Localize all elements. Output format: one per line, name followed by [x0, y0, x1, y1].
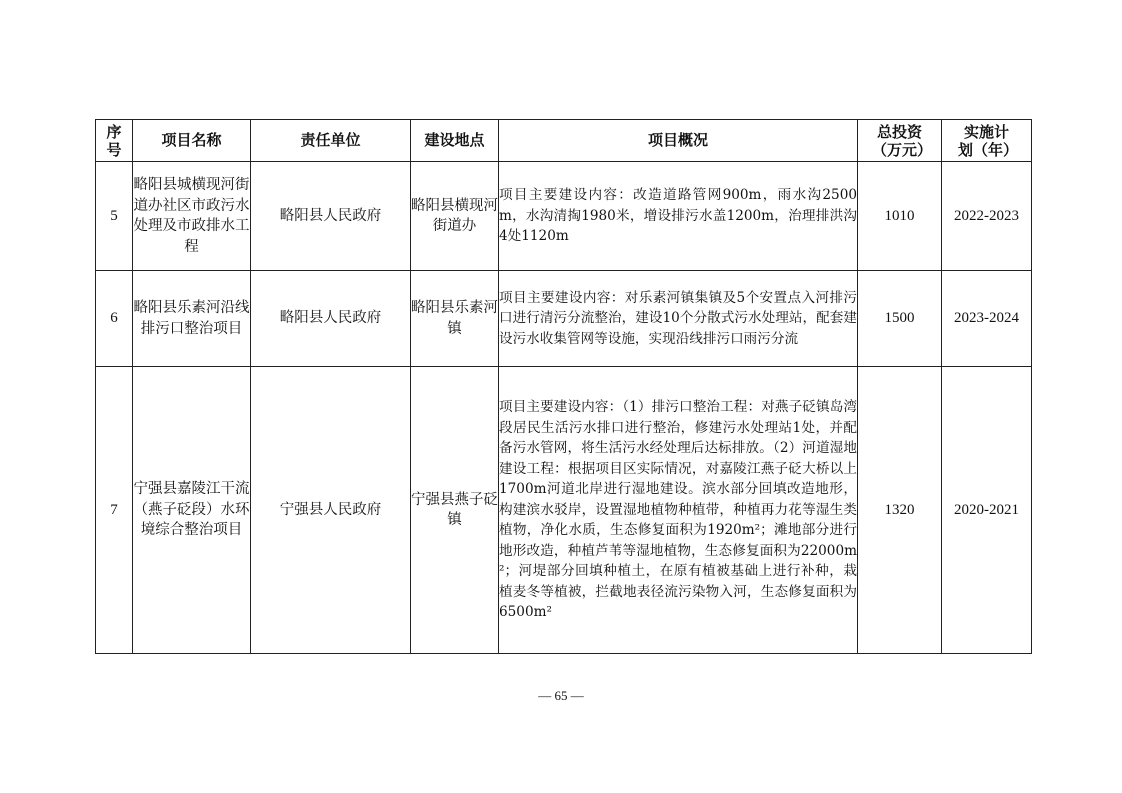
- row-overview-cell: [499, 367, 858, 654]
- row-seq: 5: [96, 162, 133, 271]
- header-location: 建设地点: [411, 120, 499, 162]
- table-header-row: [96, 120, 1032, 162]
- row-overview-cell: [499, 271, 858, 367]
- row-plan: 2023-2024: [942, 271, 1032, 367]
- row-responsible-unit: 宁强县人民政府: [251, 367, 411, 654]
- row-plan: 2022-2023: [942, 162, 1032, 271]
- header-name: 项目名称: [133, 120, 251, 162]
- project-table: [95, 119, 1032, 654]
- header-investment: 总投资（万元）: [858, 120, 942, 162]
- row-investment: 1500: [858, 271, 942, 367]
- row-location: 略阳县横现河街道办: [411, 162, 499, 271]
- page-number: — 65 —: [538, 688, 584, 703]
- row-responsible-unit: 略阳县人民政府: [251, 162, 411, 271]
- row-overview: 项目主要建设内容：对乐素河镇集镇及5个安置点入河排污口进行清污分流整治，建设10个分散式污水处理站，配套建设污水收集管网等设施，实现沿线排污口雨污分流: [499, 289, 857, 347]
- row-project-name: 宁强县嘉陵江干流（燕子砭段）水环境综合整治项目: [133, 367, 251, 654]
- row-plan: 2020-2021: [942, 367, 1032, 654]
- row-overview-cell: [499, 162, 858, 271]
- row-project-name: 略阳县城横现河街道办社区市政污水处理及市政排水工程: [133, 162, 251, 271]
- header-unit: 责任单位: [251, 120, 411, 162]
- table-row: [96, 367, 1032, 654]
- row-overview: 项目主要建设内容：改造道路管网900m，雨水沟2500m，水沟清掏1980米，增设排污水盖1200m，治理排洪沟4处1120m: [499, 187, 857, 245]
- table-row: [96, 162, 1032, 271]
- header-plan: 实施计划（年）: [942, 120, 1032, 162]
- row-investment: 1010: [858, 162, 942, 271]
- row-overview: 项目主要建设内容：（1）排污口整治工程：对燕子砭镇岛湾段居民生活污水排口进行整治，修建污水处理站1处，并配备污水管网，将生活污水经处理后达标排放。（2）河道湿地建设工程：根据项目区实际情况，对嘉陵江燕子砭大桥以上1700m河道北岸进行湿地建设。滨水部分回填改造地形，构建滨水驳岸，设置湿地植物种植带，种植再力花等湿生类植物，净化水质，生态修复面积为1920m²；滩地部分进行地形改造，种植芦苇等湿地植物，生态修复面积为22000m²；河堤部分回填种植土，在原有植被基础上进行补种，栽植麦冬等植被，拦截地表径流污染物入河，生态修复面积为6500m²: [499, 399, 857, 621]
- row-responsible-unit: 略阳县人民政府: [251, 271, 411, 367]
- row-location: 略阳县乐素河镇: [411, 271, 499, 367]
- row-seq: 7: [96, 367, 133, 654]
- header-overview: 项目概况: [499, 120, 858, 162]
- header-seq: 序号: [96, 120, 133, 162]
- row-location: 宁强县燕子砭镇: [411, 367, 499, 654]
- row-seq: 6: [96, 271, 133, 367]
- row-investment: 1320: [858, 367, 942, 654]
- table-row: [96, 271, 1032, 367]
- row-project-name: 略阳县乐素河沿线排污口整治项目: [133, 271, 251, 367]
